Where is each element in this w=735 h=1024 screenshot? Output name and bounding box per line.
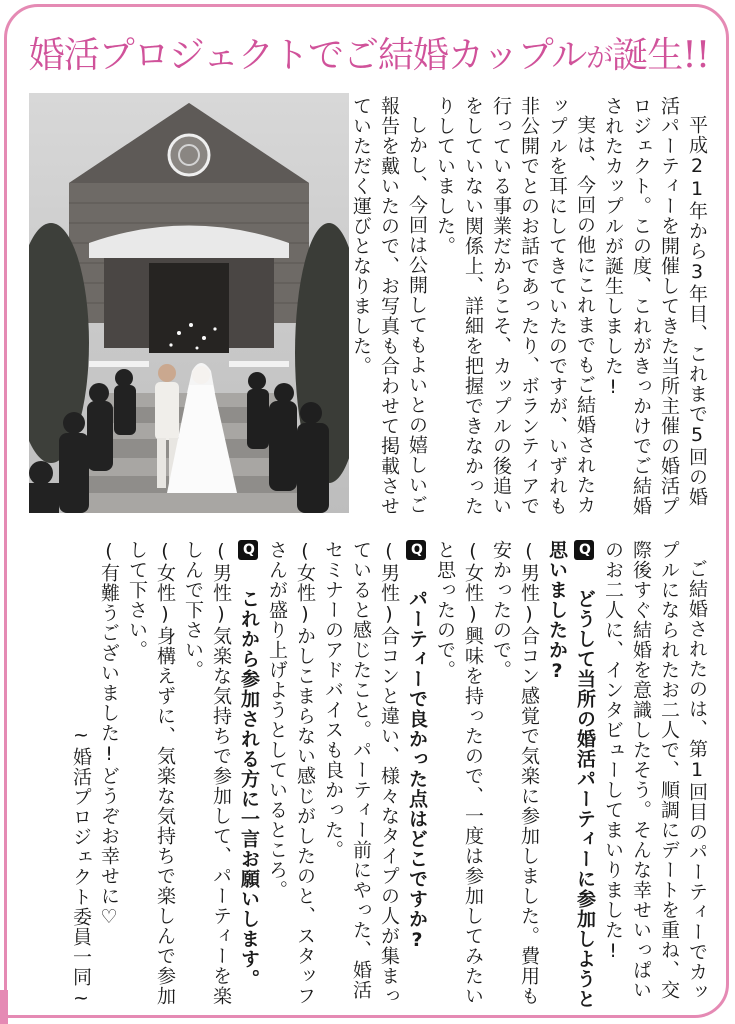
q-badge: Q [406,540,426,560]
frame-accent-bar [0,990,8,1024]
closing-signature: ~婚活プロジェクト委員一同~ [70,724,92,1010]
wedding-photo [29,93,349,513]
answer-2-female: (女性)かしこまらない感じがしたのと、スタッフさんが盛り上げようとしているところ。 [266,540,316,1006]
q-badge: Q [574,540,594,560]
q-badge: Q [238,540,258,560]
question-2-text: パーティーで良かった点はどこですか? [406,589,428,952]
title-end: 誕生!! [612,35,710,76]
intro-paragraph-2: 実は、今回の他にこれまでもご結婚されたカップルを耳にしてきていたのですが、いずれも非公開でとのお話であったり、ボランティアで行っている事業だからこそ、カップルの後追いをしていない関係上、詳細を把握できなかったりしていました。 [434,96,596,516]
title-main: 婚活プロジェクトでご結婚カップル [28,35,587,76]
intro-paragraph-3: しかし、今回は公開してもよいとの嬉しいご報告を戴いたので、お写真も合わせて掲載させていただく運びとなりました。 [350,96,428,516]
question-1-text: どうして当所の婚活パーティーに参加しようと思いましたか? [546,540,596,1009]
title-particle: が [586,43,613,74]
body-paragraph: ご結婚されたのは、第1回目のパーティーでカップルになられたお二人で、順調にデートを重ね、交際後すぐ結婚を意識したそう。そんな幸せいっぱいのお二人に、インタビューしてまいりました! [602,540,708,1002]
question-1 [543,540,599,1010]
answer-3-male: (男性)気楽な気持ちで参加して、パーティーを楽しんで下さい。 [182,540,232,1006]
intro-text [350,96,711,516]
answer-1-male: (男性)合コン感覚で気楽に参加しました。費用も安かったので。 [490,540,540,1006]
page-title [24,28,714,84]
answer-3-female: (女性)身構えずに、気楽な気持ちで楽しんで参加して下さい。 [126,540,176,1006]
question-3 [235,540,263,1010]
question-3-text: これから参加される方に一言お願いします。 [238,589,260,989]
intro-paragraph-1: 平成21年から3年目、これまで5回の婚活パーティーを開催してきた当所主催の婚活プロジェクト。この度、これがきっかけでご結婚されたカップルが誕生しました! [602,96,708,516]
question-2 [403,540,431,1010]
interview-text [21,540,711,1010]
answer-2-male: (男性)合コンと違い、様々なタイプの人が集まっていると感じたこと。パーティー前にやった、婚活セミナーのアドバイスも良かった。 [322,540,400,1006]
thanks-line: (有難うございました!どうぞお幸せに♡ [98,540,120,929]
answer-1-female: (女性)興味を持ったので、一度は参加してみたいと思ったので。 [434,540,484,1006]
